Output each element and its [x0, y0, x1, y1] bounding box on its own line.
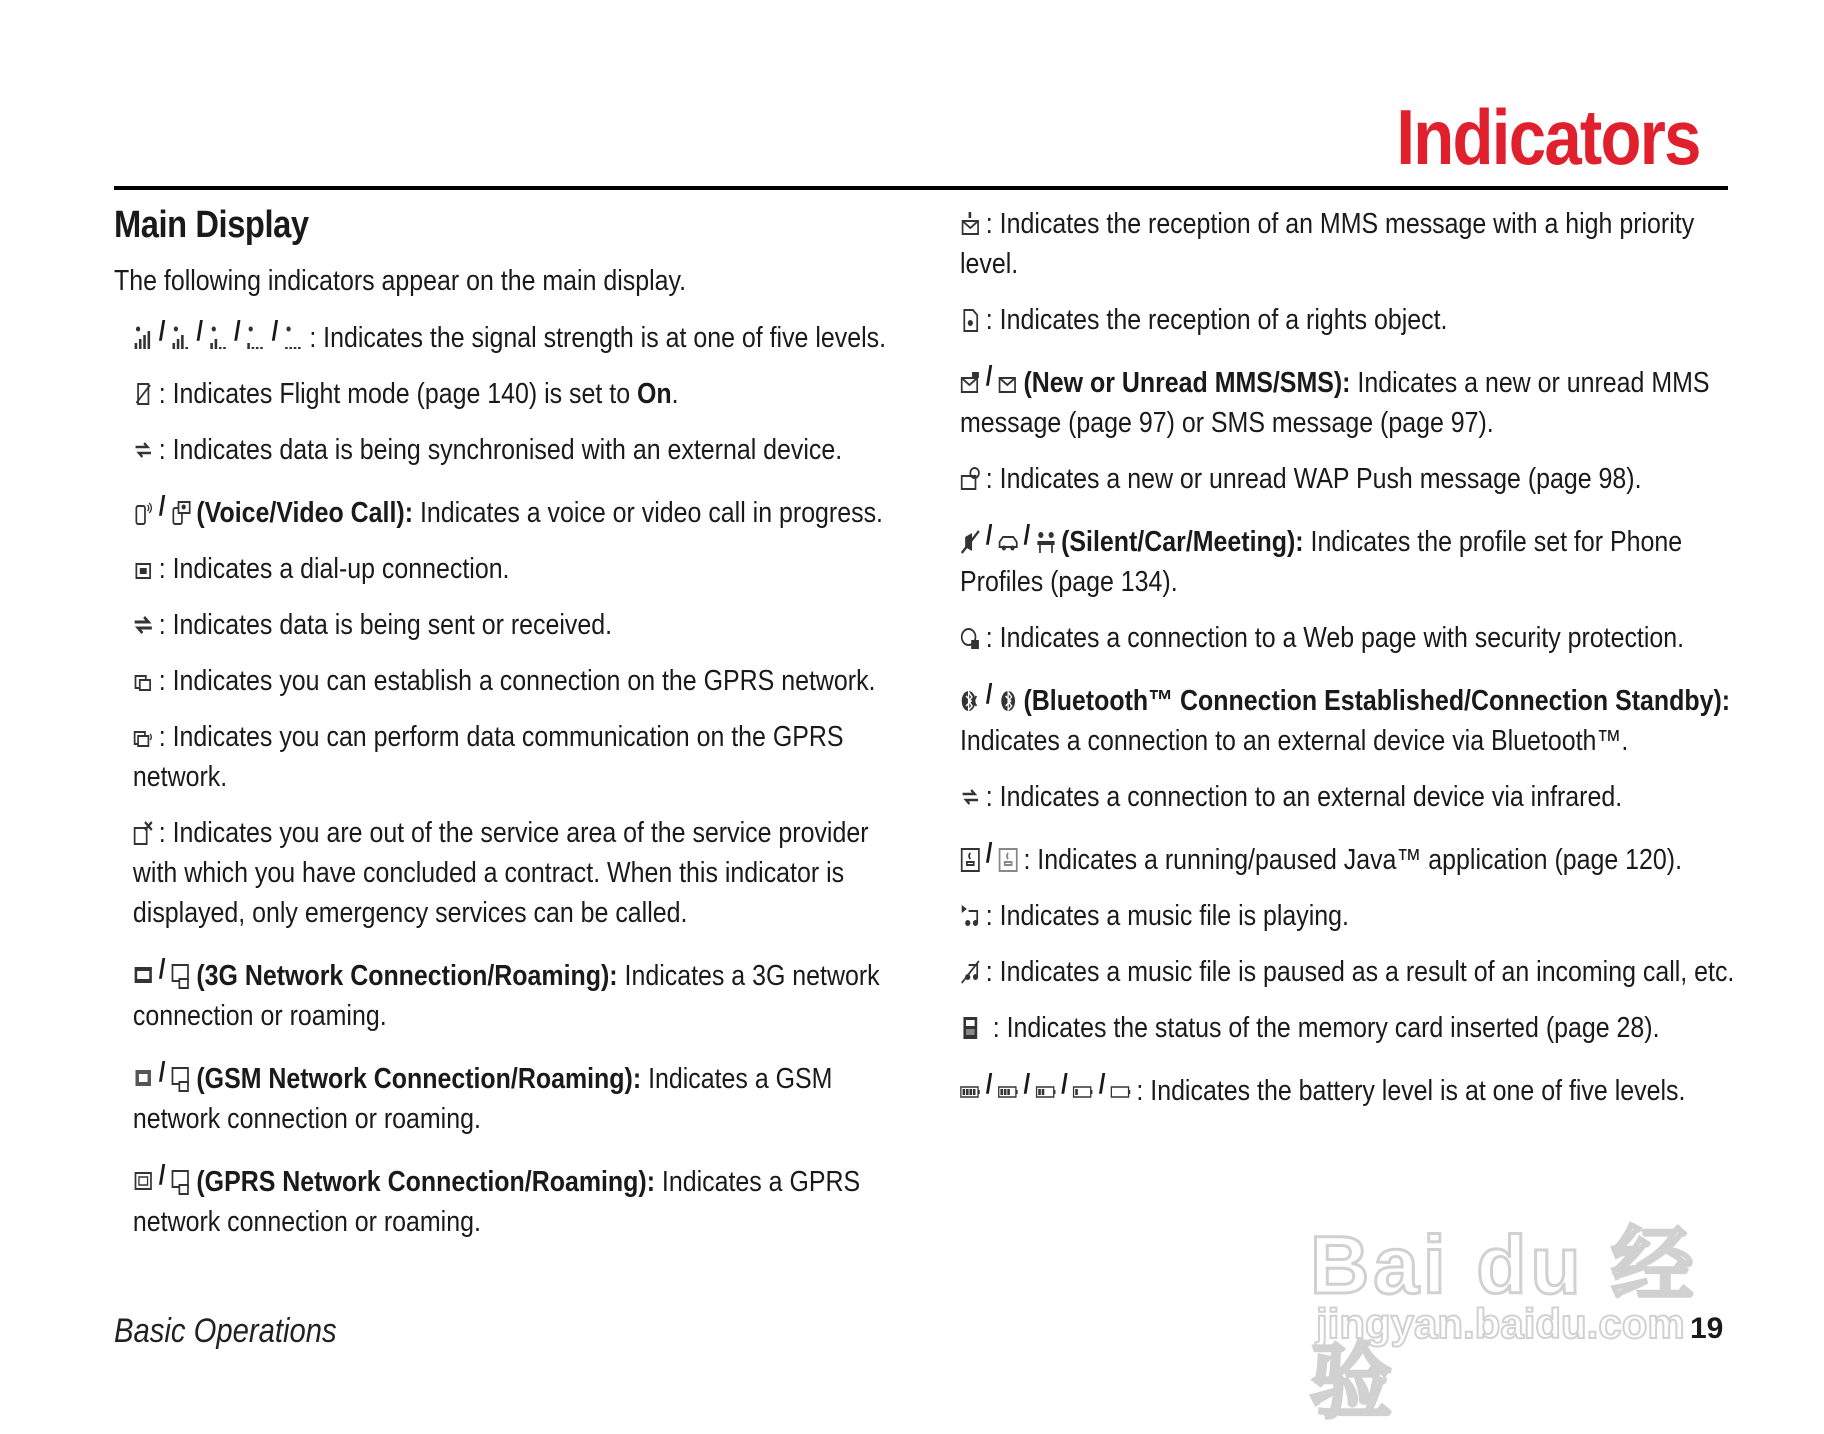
list-item: : Indicates a connection to a Web page with security protection.	[960, 618, 1738, 658]
signal-5-icon	[133, 325, 154, 351]
list-item: : Indicates a music file is playing.	[960, 896, 1738, 936]
list-item: / (Bluetooth™ Connection Established/Connection Standby): Indicates a connection to an external device via Bluetooth™.	[960, 678, 1731, 757]
list-item: / (GSM Network Connection/Roaming): Indicates a GSM network connection or roaming.	[132, 1056, 833, 1135]
list-item: : Indicates a music file is paused as a result of an incoming call, etc.	[960, 952, 1738, 992]
list-item: / / / / : Indicates the battery level is at one of five levels.	[960, 1064, 1738, 1111]
java-running-icon	[960, 847, 981, 873]
gprs-roaming-icon	[171, 1169, 192, 1195]
list-item: : Indicates you can establish a connection on the GPRS network.	[114, 661, 912, 701]
list-item: : Indicates the status of the memory card inserted (page 28).	[960, 1008, 1738, 1048]
silent-profile-icon	[960, 529, 981, 555]
music-paused-icon	[960, 959, 981, 985]
java-paused-icon	[998, 847, 1019, 873]
list-item: : Indicates data is being synchronised with an external device.	[114, 430, 912, 470]
list-item: / / (Silent/Car/Meeting): Indicates the profile set for Phone Profiles (page 134).	[960, 519, 1683, 598]
memory-card-icon	[960, 1015, 981, 1041]
list-item: : Indicates you can perform data communication on the GPRS network.	[132, 721, 844, 793]
footer-section-title: Basic Operations	[114, 1312, 337, 1350]
list-item: : Indicates a new or unread WAP Push message (page 98).	[960, 459, 1738, 499]
mms-high-priority-icon	[960, 211, 981, 237]
signal-strength-icons: / / / /	[133, 311, 304, 351]
battery-1-icon	[1073, 1078, 1094, 1104]
gsm-roaming-icon	[171, 1066, 192, 1092]
3g-roaming-icon	[171, 963, 192, 989]
infrared-icon	[960, 784, 981, 810]
list-item: : Indicates Flight mode (page 140) is set to On.	[114, 374, 912, 414]
gprs-available-icon	[133, 668, 154, 694]
list-item: / (GPRS Network Connection/Roaming): Indicates a GPRS network connection or roaming.	[132, 1159, 861, 1238]
left-column	[114, 204, 914, 1258]
list-item: / (Voice/Video Call): Indicates a voice or video call in progress.	[114, 486, 912, 533]
car-profile-icon	[998, 529, 1019, 555]
meeting-profile-icon	[1035, 529, 1056, 555]
new-mms-icon	[960, 370, 981, 396]
list-item: : Indicates the reception of an MMS message with a high priority level.	[960, 208, 1695, 280]
bluetooth-standby-icon	[998, 688, 1019, 714]
list-item: : Indicates data is being sent or received.	[114, 605, 912, 645]
out-of-service-icon	[133, 820, 154, 846]
signal-2-icon	[246, 325, 267, 351]
wap-push-icon	[960, 466, 981, 492]
list-item: / (3G Network Connection/Roaming): Indicates a 3G network connection or roaming.	[132, 953, 880, 1032]
secure-web-icon	[960, 625, 981, 651]
dial-up-icon	[133, 556, 154, 582]
gprs-network-icon	[133, 1169, 154, 1195]
watermark	[1310, 1200, 1730, 1428]
gsm-network-icon	[133, 1066, 154, 1092]
battery-full-icon	[960, 1078, 981, 1104]
list-item: / : Indicates a running/paused Java™ application (page 120).	[960, 833, 1738, 880]
list-item: / / / / : Indicates the signal strength is at one of five levels.	[114, 311, 912, 358]
list-item: / (New or Unread MMS/SMS): Indicates a new or unread MMS message (page 97) or SMS message (page 97).	[960, 360, 1710, 439]
right-column	[960, 204, 1740, 1127]
list-item: : Indicates you are out of the service area of the service provider with which you have concluded a contract. When this indicator is displayed, only emergency services can be called.	[132, 817, 869, 929]
page-number: 19	[1690, 1312, 1724, 1345]
flight-mode-icon	[133, 381, 154, 407]
sync-icon	[133, 437, 154, 463]
music-playing-icon	[960, 903, 981, 929]
3g-network-icon	[133, 963, 154, 989]
new-sms-icon	[998, 370, 1019, 396]
signal-3-icon	[208, 325, 229, 351]
signal-1-icon	[284, 325, 305, 351]
list-item: : Indicates the reception of a rights object.	[960, 300, 1738, 340]
battery-level-icons: / / / /	[960, 1064, 1131, 1104]
signal-4-icon	[171, 325, 192, 351]
section-heading: Main Display	[114, 204, 309, 246]
watermark-url: jingyan.baidu.com	[1316, 1300, 1685, 1347]
watermark-logo: Bai du 经验	[1310, 1220, 1698, 1428]
header-rule	[114, 186, 1728, 190]
rights-object-icon	[960, 307, 981, 333]
page-title: Indicators	[1396, 93, 1700, 181]
list-item: : Indicates a dial-up connection.	[114, 549, 912, 589]
video-call-icon	[171, 500, 192, 526]
battery-empty-icon	[1111, 1078, 1132, 1104]
gprs-data-icon	[133, 724, 154, 750]
intro-text: The following indicators appear on the main display.	[114, 265, 687, 297]
battery-2-icon	[1035, 1078, 1056, 1104]
data-transfer-icon	[133, 612, 154, 638]
battery-3-icon	[998, 1078, 1019, 1104]
voice-call-icon	[133, 500, 154, 526]
bluetooth-connected-icon	[960, 688, 981, 714]
list-item: : Indicates a connection to an external device via infrared.	[960, 777, 1738, 817]
